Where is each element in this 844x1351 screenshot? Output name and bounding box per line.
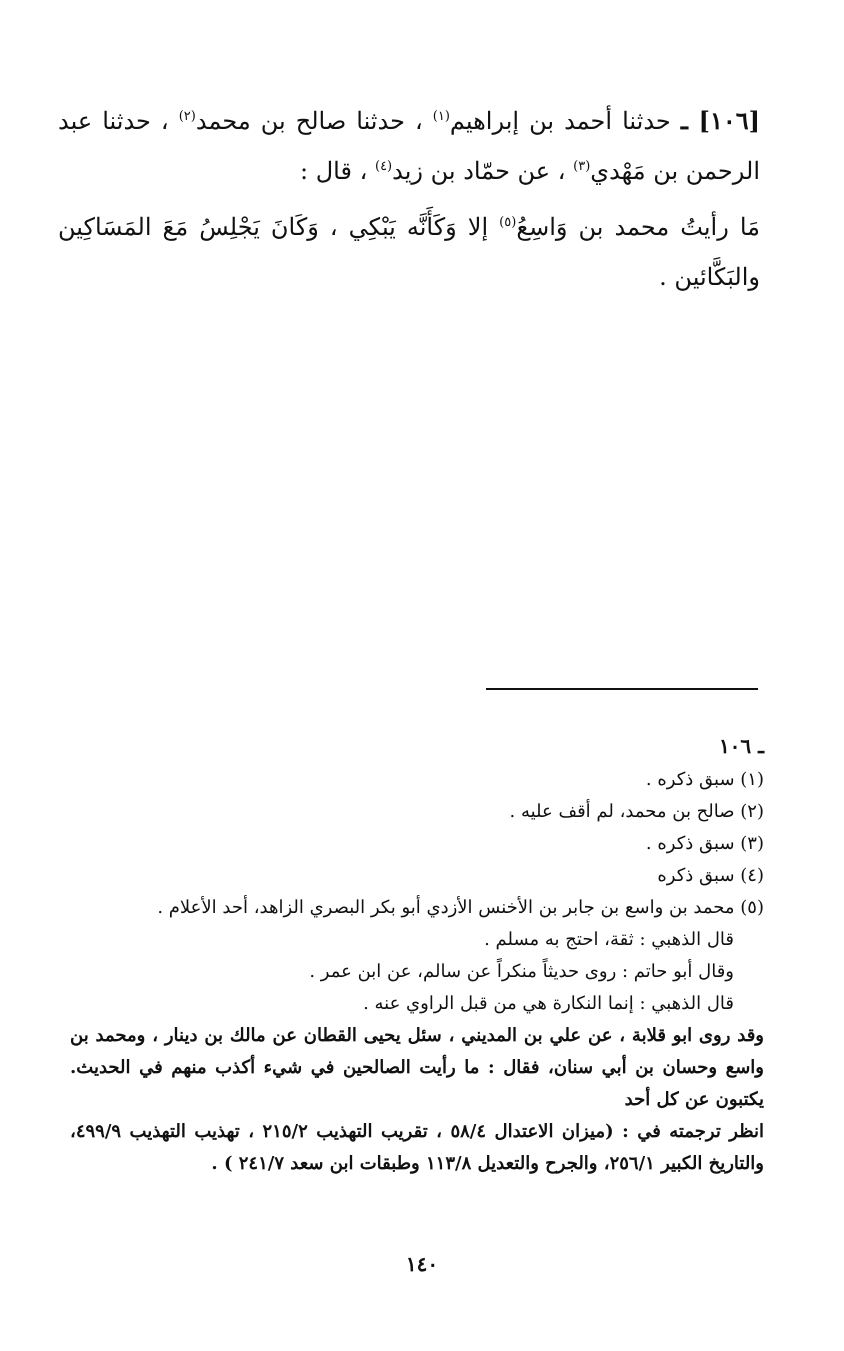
footnote-ref-3: (٣) <box>573 159 591 174</box>
footnote-ref-1: (١) <box>432 109 450 124</box>
footnote-2: (٢) صالح بن محمد، لم أقف عليه . <box>509 801 764 822</box>
footnote-5-note-3: قال الذهبي : إنما النكارة هي من قبل الراوي عنه . <box>363 993 734 1014</box>
footnote-5: (٥) محمد بن واسع بن جابر بن الأخنس الأزدي أبو بكر البصري الزاهد، أحد الأعلام . <box>157 897 764 918</box>
matn-text-2: إلا وَكَأَنَّه يَبْكِي ، وَكَانَ يَجْلِسُ مَعَ المَسَاكِين والبَكَّائين . <box>58 213 760 291</box>
footnote-3: (٣) سبق ذكره . <box>645 833 764 854</box>
footnotes-heading: ـ ١٠٦ <box>718 734 764 758</box>
hadith-number: [١٠٦] ـ <box>680 106 761 135</box>
footnote-5-note-2: وقال أبو حاتم : روى حديثاً منكراً عن سالم، عن ابن عمر . <box>309 961 734 982</box>
footnote-5-references: انظر ترجمته في : (ميزان الاعتدال ٥٨/٤ ، تقريب التهذيب ٢١٥/٢ ، تهذيب التهذيب ٤٩٩/٩، والتاريخ الكبير ٢٥٦/١، والجرح والتعديل ١١٣/٨ وطبقات ابن سعد ٢٤١/٧ ) . <box>70 1121 764 1174</box>
footnote-4: (٤) سبق ذكره <box>657 865 764 886</box>
page-number: ١٤٠ <box>405 1252 439 1276</box>
isnad-text-2: ، حدثنا صالح بن محمد <box>195 107 433 135</box>
isnad-text-4: ، عن حمّاد بن زيد <box>392 157 574 185</box>
footnote-ref-5: (٥) <box>499 215 517 230</box>
hadith-matn-paragraph <box>58 202 760 302</box>
footnote-ref-2: (٢) <box>178 109 196 124</box>
footnote-divider <box>486 688 758 690</box>
isnad-text-1: حدثنا أحمد بن إبراهيم <box>449 107 681 135</box>
footnote-1: (١) سبق ذكره . <box>645 769 764 790</box>
hadith-isnad-paragraph <box>58 96 760 196</box>
matn-text-1: مَا رأيتُ محمد بن وَاسِعُ <box>516 213 760 241</box>
main-text <box>58 96 760 302</box>
footnote-ref-4: (٤) <box>374 159 393 174</box>
isnad-text-5: ، قال : <box>300 157 375 185</box>
footnote-5-note-1: قال الذهبي : ثقة، احتج به مسلم . <box>484 929 734 950</box>
footnote-5-narration: وقد روى ابو قلابة ، عن علي بن المديني ، سئل يحيى القطان عن مالك بن دينار ، ومحمد بن واسع وحسان بن أبي سنان، فقال : ما رأيت الصالحين في شيء أكذب منهم في الحديث. يكتبون عن كل أحد <box>70 1025 764 1110</box>
isnad-text-3: ، حدثنا عبد الرحمن بن مَهْدي <box>58 107 760 185</box>
footnotes-section <box>70 730 764 1180</box>
